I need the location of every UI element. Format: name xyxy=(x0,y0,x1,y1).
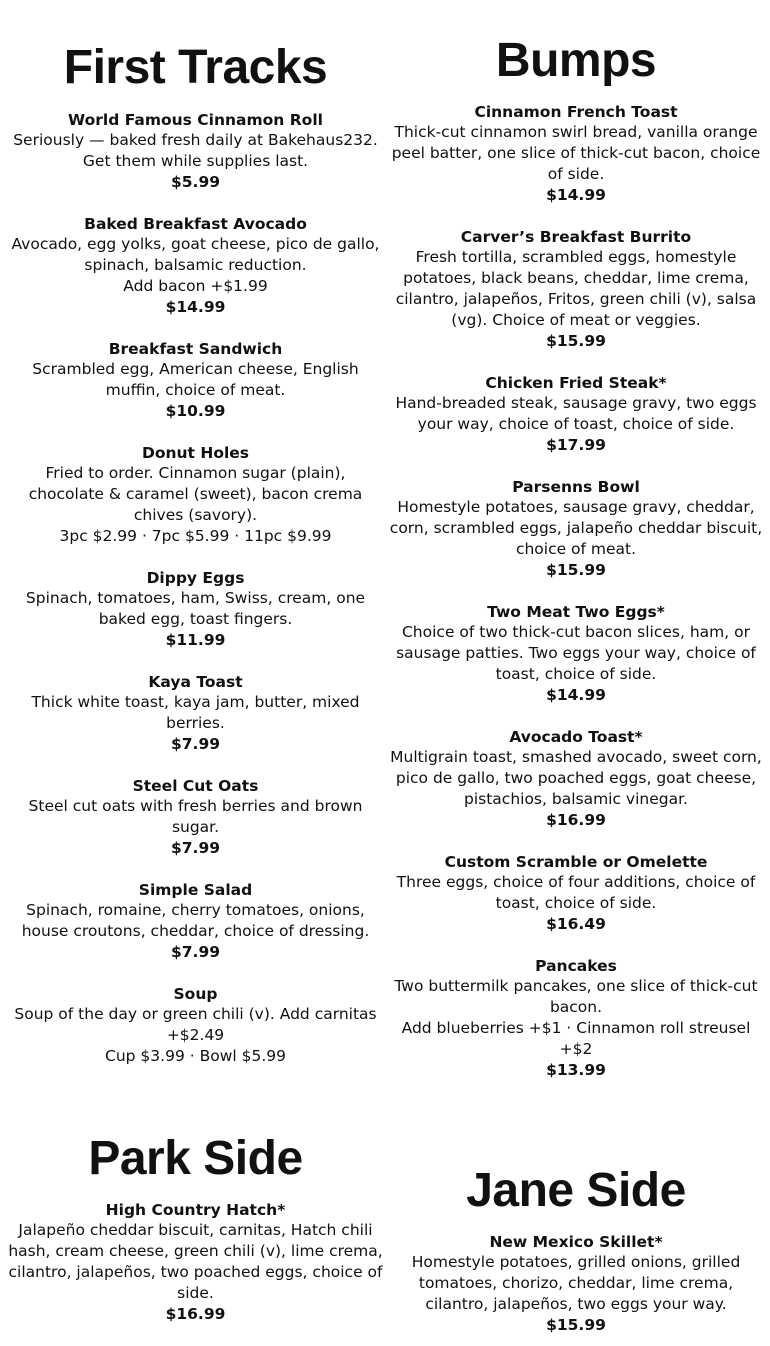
section-title: Bumps xyxy=(495,34,657,87)
item-price: Cup $3.99 · Bowl $5.99 xyxy=(105,1047,286,1065)
item-addon: Add blueberries +$1 · Cinnamon roll streusel +$2 xyxy=(401,1019,751,1058)
section-park-side xyxy=(8,1132,383,1325)
item-name: Soup xyxy=(173,985,218,1003)
item-name: Dippy Eggs xyxy=(146,569,245,587)
item-description: Thick-cut cinnamon swirl bread, vanilla orange peel batter, one slice of thick-cut bacon, choice of side. xyxy=(391,123,761,183)
section-bumps xyxy=(389,34,763,1081)
item-price: $16.49 xyxy=(546,915,606,933)
menu-item xyxy=(8,880,383,963)
item-name: High Country Hatch* xyxy=(105,1201,286,1219)
item-name: Baked Breakfast Avocado xyxy=(84,215,307,233)
item-description: Homestyle potatoes, sausage gravy, cheddar, corn, scrambled eggs, jalapeño cheddar biscuit, choice of meat. xyxy=(389,498,763,558)
section-title: Park Side xyxy=(88,1132,303,1185)
item-price: $5.99 xyxy=(170,173,221,191)
menu-item xyxy=(8,339,383,422)
item-description: Choice of two thick-cut bacon slices, ham, or sausage patties. Two eggs your way, choice of toast, choice of side. xyxy=(396,623,756,683)
item-description: Spinach, romaine, cherry tomatoes, onions, house croutons, cheddar, choice of dressing. xyxy=(21,901,370,940)
menu-item xyxy=(8,1200,383,1325)
item-price: $11.99 xyxy=(165,631,226,649)
item-name: New Mexico Skillet* xyxy=(489,1233,663,1251)
item-description: Steel cut oats with fresh berries and brown sugar. xyxy=(28,797,363,836)
item-price: $7.99 xyxy=(170,735,221,753)
item-price: $13.99 xyxy=(546,1061,606,1079)
item-description: Two buttermilk pancakes, one slice of thick-cut bacon. xyxy=(394,977,758,1016)
item-name: Chicken Fried Steak* xyxy=(485,374,667,392)
item-description: Homestyle potatoes, grilled onions, grilled tomatoes, chorizo, cheddar, lime crema, cilantro, jalapeños, two eggs your way. xyxy=(411,1253,741,1313)
item-price: $7.99 xyxy=(170,943,221,961)
item-name: Custom Scramble or Omelette xyxy=(444,853,708,871)
item-name: Steel Cut Oats xyxy=(132,777,259,795)
item-price: $17.99 xyxy=(546,436,606,454)
menu-item xyxy=(389,602,763,706)
item-description: Three eggs, choice of four additions, choice of toast, choice of side. xyxy=(396,873,756,912)
section-first-tracks xyxy=(8,41,383,1067)
menu-item xyxy=(389,1232,763,1336)
item-description: Multigrain toast, smashed avocado, sweet corn, pico de gallo, two poached eggs, goat cheese, pistachios, balsamic vinegar. xyxy=(390,748,762,808)
item-name: Avocado Toast* xyxy=(509,728,643,746)
item-description: Soup of the day or green chili (v). Add carnitas +$2.49 xyxy=(14,1005,377,1044)
menu-item xyxy=(8,110,383,193)
menu-item xyxy=(8,776,383,859)
item-price: $14.99 xyxy=(546,186,606,204)
item-name: Simple Salad xyxy=(138,881,253,899)
menu-item xyxy=(8,984,383,1067)
item-description: Avocado, egg yolks, goat cheese, pico de gallo, spinach, balsamic reduction. xyxy=(11,235,380,274)
item-description: Spinach, tomatoes, ham, Swiss, cream, one baked egg, toast fingers. xyxy=(25,589,366,628)
item-name: Cinnamon French Toast xyxy=(474,103,678,121)
item-price: $16.99 xyxy=(165,1305,226,1323)
item-price: $10.99 xyxy=(165,402,226,420)
menu-item xyxy=(8,443,383,547)
item-description: Thick white toast, kaya jam, butter, mixed berries. xyxy=(31,693,360,732)
item-description: Jalapeño cheddar biscuit, carnitas, Hatch chili hash, cream cheese, green chili (v), lime crema, cilantro, jalapeños, two poached eggs, choice of side. xyxy=(8,1221,383,1302)
section-jane-side xyxy=(389,1164,763,1336)
item-price: $14.99 xyxy=(165,298,226,316)
item-addon: Add bacon +$1.99 xyxy=(123,277,268,295)
menu-item xyxy=(8,214,383,318)
item-price: $14.99 xyxy=(546,686,606,704)
item-description: Scrambled egg, American cheese, English muffin, choice of meat. xyxy=(32,360,359,399)
item-name: Pancakes xyxy=(535,957,617,975)
item-name: Carver’s Breakfast Burrito xyxy=(460,228,692,246)
section-title: First Tracks xyxy=(63,41,328,94)
menu-item xyxy=(389,477,763,581)
item-name: Two Meat Two Eggs* xyxy=(487,603,665,621)
menu-item xyxy=(389,102,763,206)
menu-item xyxy=(389,227,763,352)
menu-item xyxy=(389,956,763,1081)
menu-item xyxy=(8,672,383,755)
item-description: Fresh tortilla, scrambled eggs, homestyle potatoes, black beans, cheddar, lime crema, cilantro, jalapeños, Fritos, green chili (v), salsa (vg). Choice of meat or veggies. xyxy=(395,248,757,329)
menu-item xyxy=(389,373,763,456)
item-price: $15.99 xyxy=(546,332,606,350)
item-name: Kaya Toast xyxy=(148,673,243,691)
item-name: Parsenns Bowl xyxy=(512,478,640,496)
section-title: Jane Side xyxy=(466,1164,686,1217)
item-price: $15.99 xyxy=(546,1316,606,1334)
item-name: World Famous Cinnamon Roll xyxy=(68,111,323,129)
item-name: Breakfast Sandwich xyxy=(108,340,283,358)
item-description: Seriously — baked fresh daily at Bakehaus232. Get them while supplies last. xyxy=(13,131,378,170)
item-description: Hand-breaded steak, sausage gravy, two eggs your way, choice of toast, choice of side. xyxy=(395,394,757,433)
item-price: $15.99 xyxy=(546,561,606,579)
item-name: Donut Holes xyxy=(141,444,250,462)
item-description: Fried to order. Cinnamon sugar (plain), chocolate & caramel (sweet), bacon crema chives (savory). xyxy=(28,464,363,524)
item-price: $7.99 xyxy=(170,839,221,857)
menu-item xyxy=(8,568,383,651)
item-price: $16.99 xyxy=(546,811,606,829)
menu-item xyxy=(389,727,763,831)
menu-item xyxy=(389,852,763,935)
item-price: 3pc $2.99 · 7pc $5.99 · 11pc $9.99 xyxy=(59,527,332,545)
